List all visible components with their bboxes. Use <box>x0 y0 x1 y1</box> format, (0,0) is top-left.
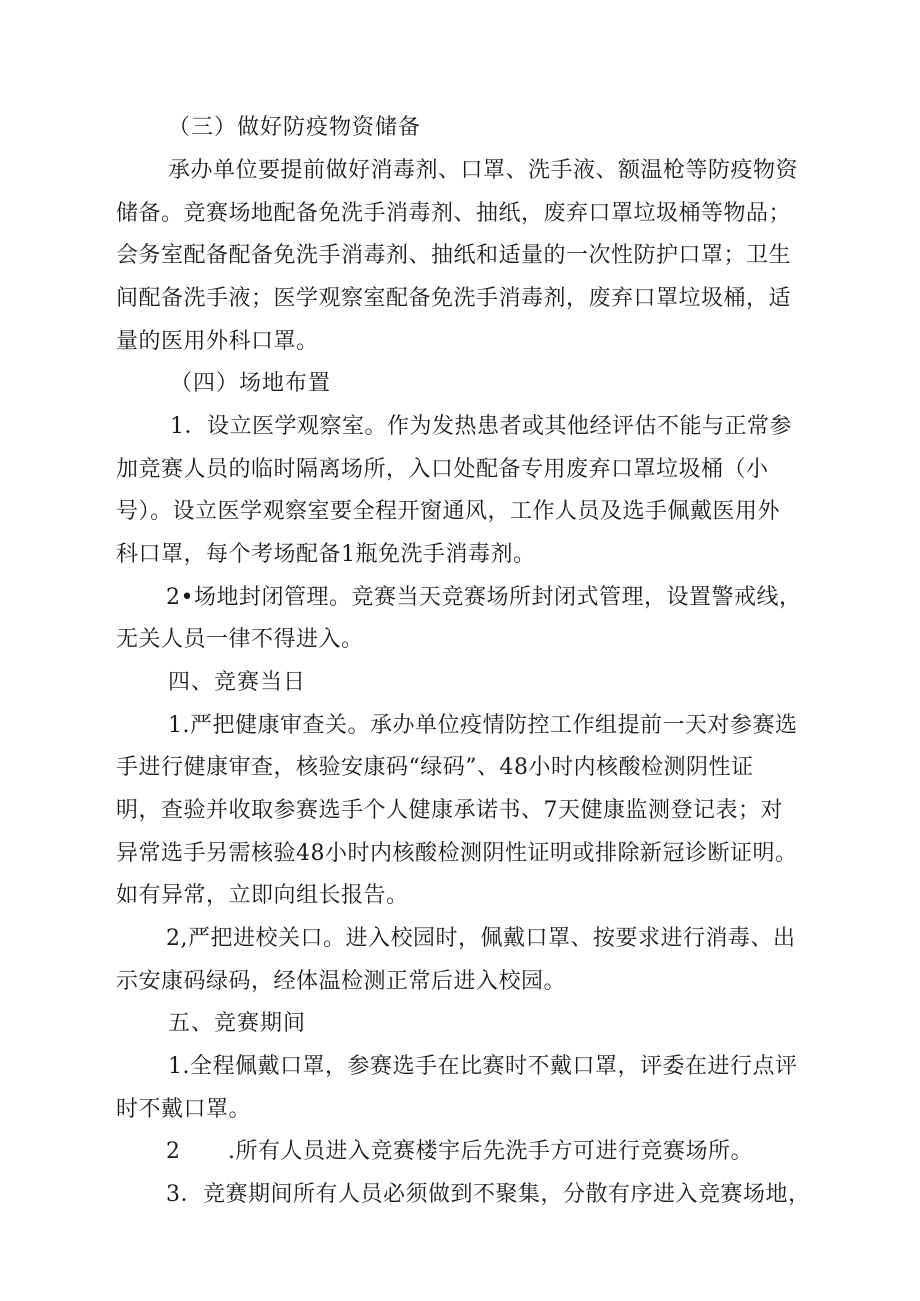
paragraph-line: 时不戴口罩。 <box>116 1097 252 1122</box>
section-heading-supplies: （三）做好防疫物资储备 <box>168 115 422 140</box>
paragraph-line: .所有人员进入竞赛楼宇后先洗手方可进行竞赛场所。 <box>228 1139 753 1164</box>
paragraph-line: 科口罩，每个考场配备1瓶免洗手消毒剂。 <box>116 542 536 567</box>
paragraph-line: 间配备洗手液；医学观察室配备免洗手消毒剂，废弃口罩垃圾桶，适 <box>116 286 792 311</box>
paragraph-line: 会务室配备配备免洗手消毒剂、抽纸和适量的一次性防护口罩；卫生 <box>116 243 792 268</box>
paragraph-line: 如有异常，立即向组长报告。 <box>116 883 409 908</box>
paragraph-line: 2,严把进校关口。进入校园时，佩戴口罩、按要求进行消毒、出 <box>166 926 796 951</box>
paragraph-line: 号）。设立医学观察室要全程开窗通风，工作人员及选手佩戴医用外 <box>116 499 781 524</box>
paragraph-line: 无关人员一律不得进入。 <box>116 627 364 652</box>
paragraph-line: 加竞赛人员的临时隔离场所，入口处配备专用废弃口罩垃圾桶（小 <box>116 457 769 482</box>
paragraph-line: 1.全程佩戴口罩，参赛选手在比赛时不戴口罩，评委在进行点评 <box>168 1054 798 1079</box>
paragraph-line: 3．竞赛期间所有人员必须做到不聚集，分散有序进入竞赛场地， <box>166 1182 811 1207</box>
paragraph-line: 手进行健康审查，核验安康码“绿码”、48小时内核酸检测阴性证 <box>116 755 754 780</box>
paragraph-line: 示安康码绿码，经体温检测正常后进入校园。 <box>116 969 567 994</box>
section-heading-venue: （四）场地布置 <box>170 371 332 396</box>
paragraph-line: 明，查验并收取参赛选手个人健康承诺书、7天健康监测登记表；对 <box>116 798 783 823</box>
paragraph-line: 异常选手另需核验48小时内核酸检测阴性证明或排除新冠诊断证明。 <box>116 841 798 866</box>
paragraph-line: 1.严把健康审查关。承办单位疫情防控工作组提前一天对参赛选 <box>168 713 798 738</box>
paragraph-line: 承办单位要提前做好消毒剂、口罩、洗手液、额温枪等防疫物资 <box>168 158 799 183</box>
paragraph-line: 1．设立医学观察室。作为发热患者或其他经评估不能与正常参 <box>170 414 792 439</box>
paragraph-line: 储备。竞赛场地配备免洗手消毒剂、抽纸，废弃口罩垃圾桶等物品； <box>116 201 792 226</box>
paragraph-line: 量的医用外科口罩。 <box>116 329 319 354</box>
section-heading-during-competition: 五、竞赛期间 <box>168 1011 307 1036</box>
section-heading-competition-day: 四、竞赛当日 <box>168 670 307 695</box>
list-number: 2 <box>166 1139 181 1164</box>
paragraph-line: 2•场地封闭管理。竞赛当天竞赛场所封闭式管理，设置警戒线， <box>166 585 802 610</box>
